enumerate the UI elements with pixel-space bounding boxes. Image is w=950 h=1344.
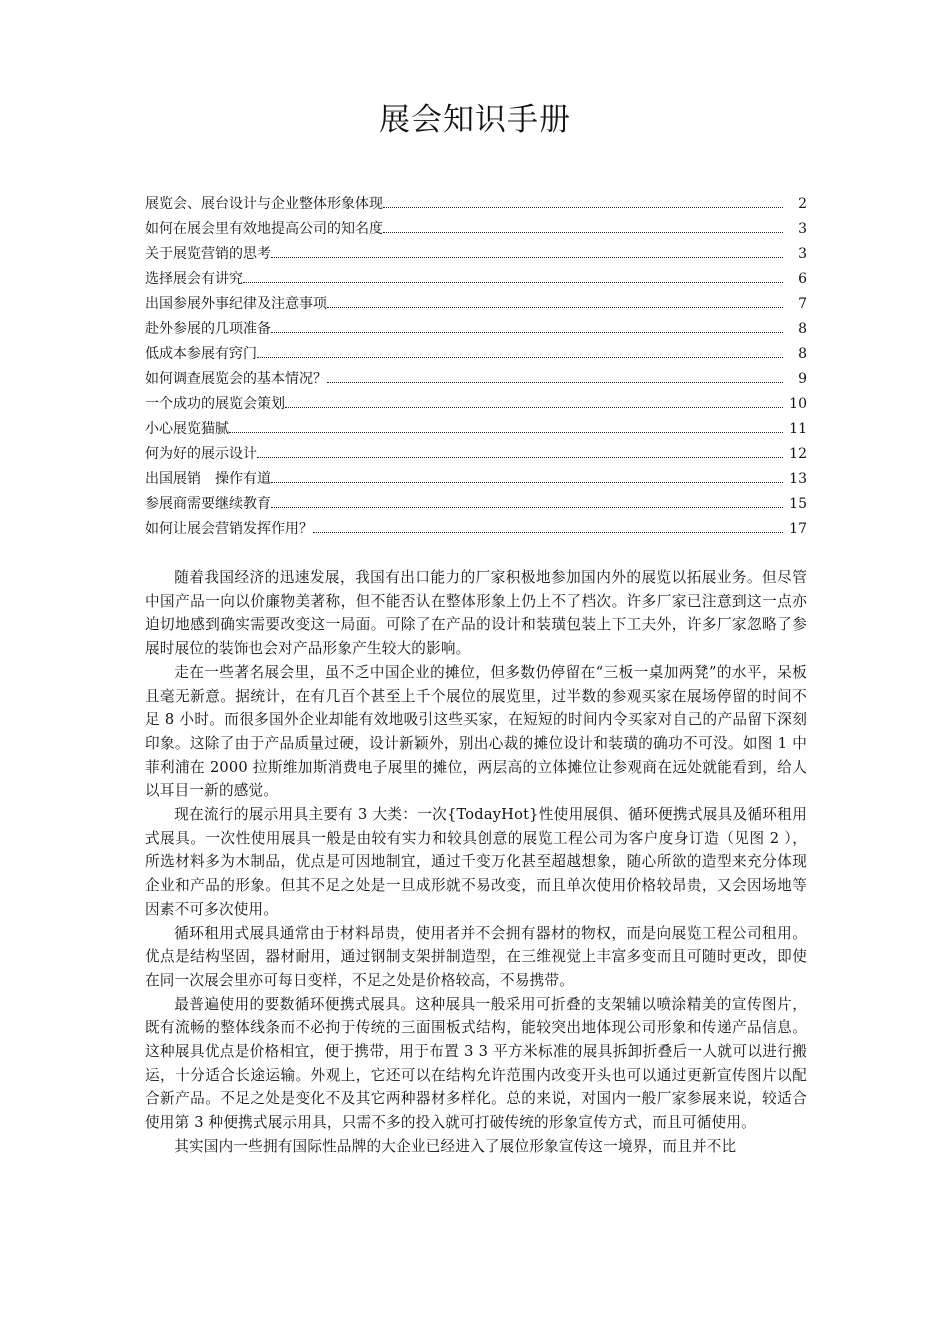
- toc-page-number: 11: [789, 421, 807, 437]
- toc-entry[interactable]: [145, 242, 807, 267]
- toc-entry-title: 如何让展会营销发挥作用？: [145, 521, 313, 537]
- body-paragraph: 循环租用式展具通常由于材料昂贵，使用者并不会拥有器材的物权，而是向展览工程公司租用。优点是结构坚固，器材耐用，通过钢制支架拼制造型，在三维视觉上丰富多变而且可随时更改，即使在同一次展会里亦可每日变样，不足之处是价格较高，不易携带。: [145, 924, 807, 989]
- toc-page-number: 3: [798, 221, 807, 237]
- toc-entry-title: 展览会、展台设计与企业整体形象体现: [145, 196, 383, 212]
- toc-entry[interactable]: [145, 217, 807, 242]
- toc-entry-title: 何为好的展示设计: [145, 446, 257, 462]
- toc-page-number: 17: [789, 521, 807, 537]
- body-paragraph: 随着我国经济的迅速发展，我国有出口能力的厂家积极地参加国内外的展览以拓展业务。但尽管中国产品一向以价廉物美著称，但不能否认在整体形象上仍上不了档次。许多厂家已注意到这一点亦迫切地感到确实需要改变这一局面。可除了在产品的设计和装璜包装上下工夫外，许多厂家忽略了参展时展位的装饰也会对产品形象产生较大的影响。: [145, 569, 807, 658]
- body-paragraph: 现在流行的展示用具主要有 3 大类：一次{TodayHot}性使用展俱、循环便携式展具及循环租用式展具。一次性使用展具一般是由较有实力和较具创意的展览工程公司为客户度身订造（见图 2 ），所选材料多为木制品，优点是可因地制宜，通过千变万化甚至超越想象，随心所欲的造型来充分体现企业和产品的形象。但其不足之处是一旦成形就不易改变，而且单次使用价格较昂贵，又会因场地等因素不可多次使用。: [145, 806, 807, 918]
- toc-entry-title: 小心展览猫腻: [145, 421, 229, 437]
- toc-page-number: 9: [798, 371, 807, 387]
- toc-page-number: 13: [789, 471, 807, 487]
- toc-entry-title: 关于展览营销的思考: [145, 246, 271, 262]
- toc-entry[interactable]: [145, 517, 807, 542]
- toc-dot-leader: [271, 256, 783, 258]
- table-of-contents: [145, 192, 807, 542]
- toc-dot-leader: [271, 481, 783, 483]
- toc-entry-title: 选择展会有讲究: [145, 271, 243, 287]
- toc-entry-title: 如何在展会里有效地提高公司的知名度: [145, 221, 383, 237]
- toc-entry[interactable]: [145, 317, 807, 342]
- toc-dot-leader: [383, 206, 783, 208]
- toc-entry[interactable]: [145, 192, 807, 217]
- toc-entry-title: 低成本参展有窍门: [145, 346, 257, 362]
- toc-entry[interactable]: [145, 442, 807, 467]
- toc-dot-leader: [271, 331, 783, 333]
- toc-dot-leader: [313, 531, 783, 533]
- toc-entry-title: 出国展销 操作有道: [145, 471, 271, 487]
- toc-entry[interactable]: [145, 267, 807, 292]
- toc-dot-leader: [271, 506, 783, 508]
- toc-dot-leader: [327, 306, 783, 308]
- toc-entry-title: 出国参展外事纪律及注意事项: [145, 296, 327, 312]
- toc-dot-leader: [229, 431, 783, 433]
- body-text: [145, 566, 807, 1159]
- toc-entry-title: 一个成功的展览会策划: [145, 396, 285, 412]
- toc-page-number: 8: [798, 321, 807, 337]
- toc-entry[interactable]: [145, 292, 807, 317]
- toc-entry[interactable]: [145, 417, 807, 442]
- toc-dot-leader: [257, 456, 783, 458]
- toc-dot-leader: [327, 381, 783, 383]
- toc-dot-leader: [285, 406, 783, 408]
- body-paragraph: 走在一些著名展会里，虽不乏中国企业的摊位，但多数仍停留在“三板一桌加两凳”的水平，呆板且毫无新意。据统计，在有几百个甚至上千个展位的展览里，过半数的参观买家在展场停留的时间不足 8 小时。而很多国外企业却能有效地吸引这些买家，在短短的时间内令买家对自己的产品留下深刻印象。这除了由于产品质量过硬，设计新颖外，别出心裁的摊位设计和装璜的确功不可没。如图 1 中菲利浦在 2000 拉斯维加斯消费电子展里的摊位，两层高的立体摊位让参观商在远处就能看到，给人以耳目一新的感觉。: [145, 663, 807, 800]
- toc-page-number: 2: [798, 196, 807, 212]
- toc-entry-title: 如何调查展览会的基本情况？: [145, 371, 327, 387]
- toc-dot-leader: [243, 281, 783, 283]
- toc-page-number: 3: [798, 246, 807, 262]
- toc-entry[interactable]: [145, 467, 807, 492]
- toc-page-number: 12: [789, 446, 807, 462]
- body-paragraph: 最普遍使用的要数循环便携式展具。这种展具一般采用可折叠的支架辅以喷涂精美的宣传图片，既有流畅的整体线条而不必拘于传统的三面围板式结构，能较突出地体现公司形象和传递产品信息。这种展具优点是价格相宜，便于携带，用于布置 3 3 平方米标准的展具拆卸折叠后一人就可以进行搬运，十分适合长途运输。外观上，它还可以在结构允许范围内改变开头也可以通过更新宣传图片以配合新产品。不足之处是变化不及其它两种器材多样化。总的来说，对国内一般厂家参展来说，较适合使用第 3 种便携式展示用具，只需不多的投入就可打破传统的形象宣传方式，而且可循使用。: [145, 995, 807, 1132]
- toc-page-number: 7: [798, 296, 807, 312]
- toc-page-number: 10: [789, 396, 807, 412]
- toc-page-number: 8: [798, 346, 807, 362]
- toc-entry[interactable]: [145, 342, 807, 367]
- toc-entry-title: 参展商需要继续教育: [145, 496, 271, 512]
- toc-page-number: 6: [798, 271, 807, 287]
- body-paragraph: 其实国内一些拥有国际性品牌的大企业已经进入了展位形象宣传这一境界，而且并不比: [174, 1137, 737, 1155]
- toc-entry[interactable]: [145, 392, 807, 417]
- document-title: 展会知识手册: [379, 102, 571, 138]
- toc-entry[interactable]: [145, 492, 807, 517]
- toc-entry[interactable]: [145, 367, 807, 392]
- toc-page-number: 15: [789, 496, 807, 512]
- toc-dot-leader: [257, 356, 783, 358]
- toc-dot-leader: [383, 231, 783, 233]
- toc-entry-title: 赴外参展的几项准备: [145, 321, 271, 337]
